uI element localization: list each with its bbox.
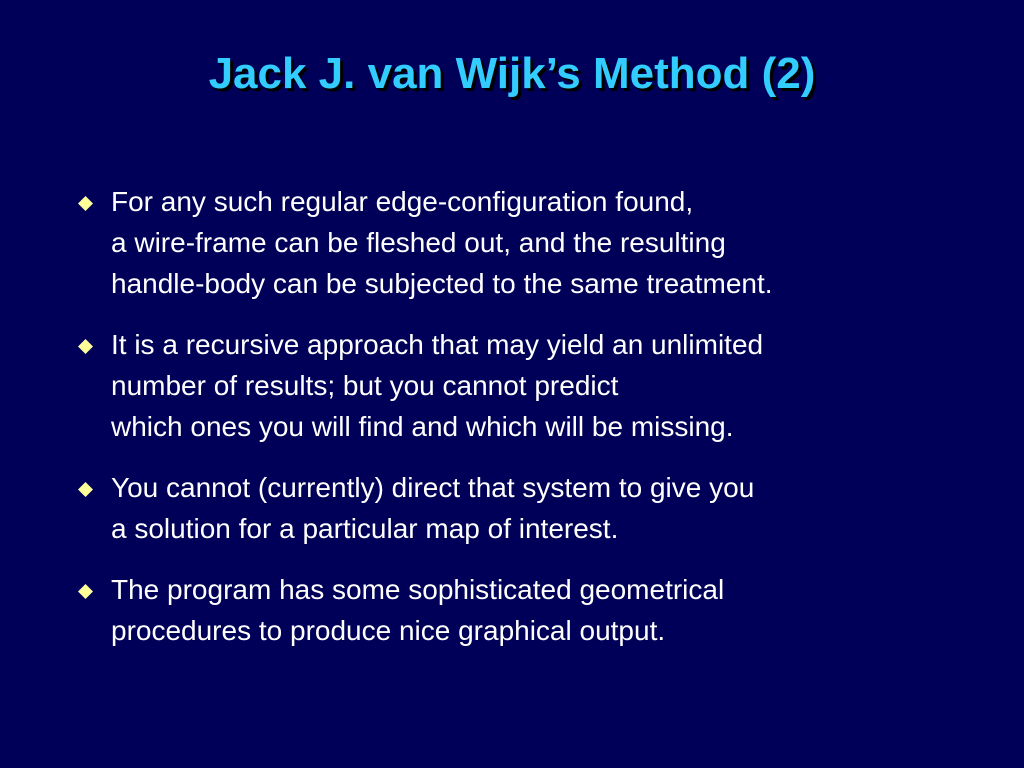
bullet-item [78, 181, 978, 304]
diamond-bullet-icon [78, 482, 93, 497]
bullet-line: a wire-frame can be fleshed out, and the resulting [111, 227, 726, 258]
diamond-bullet-icon [78, 196, 93, 211]
bullet-line: The program has some sophisticated geometrical [111, 574, 725, 605]
bullet-line: For any such regular edge-configuration found, [111, 186, 694, 217]
bullet-line: which ones you will find and which will be missing. [111, 411, 734, 442]
bullet-item [78, 467, 978, 549]
bullet-line: It is a recursive approach that may yield an unlimited [111, 329, 764, 360]
diamond-bullet-icon [78, 339, 93, 354]
diamond-bullet-icon [78, 584, 93, 599]
bullet-line: procedures to produce nice graphical output. [111, 615, 666, 646]
bullet-line: a solution for a particular map of interest. [111, 513, 619, 544]
bullet-line: You cannot (currently) direct that system to give you [111, 472, 755, 503]
bullet-item [78, 569, 978, 651]
slide-title: Jack J. van Wijk’s Method (2) [208, 49, 816, 98]
bullet-item [78, 324, 978, 447]
bullet-line: handle-body can be subjected to the same treatment. [111, 268, 773, 299]
bullet-list [78, 181, 978, 671]
bullet-line: number of results; but you cannot predict [111, 370, 619, 401]
